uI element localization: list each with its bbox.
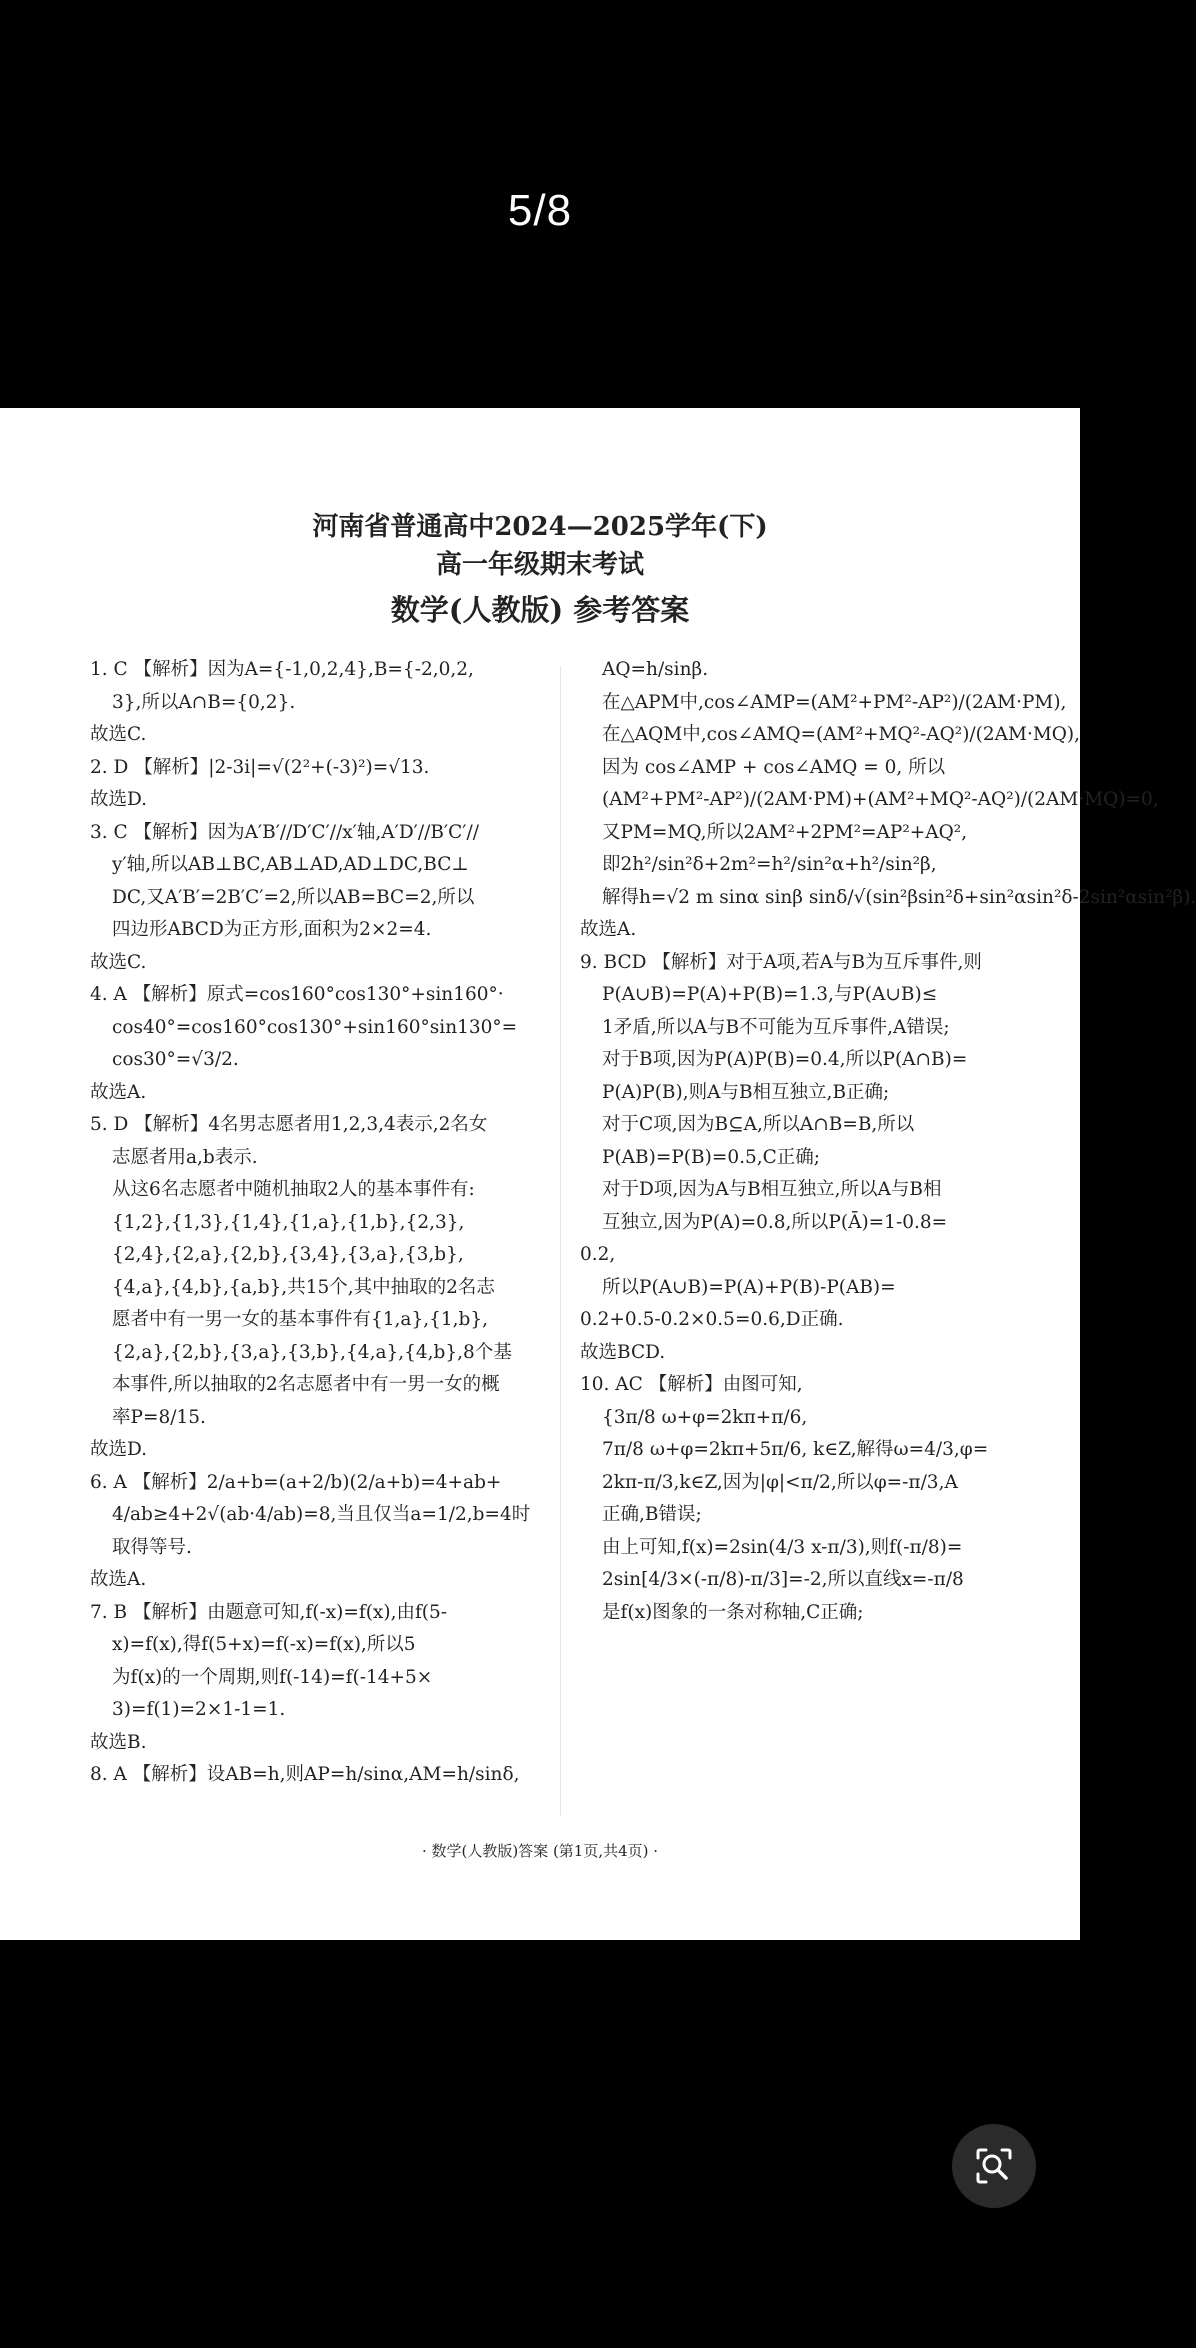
right-text-line: 解得h=√2 m sinα sinβ sinδ/√(sin²βsin²δ+sin²αsin²δ-2sin²αsin²β). [602, 886, 1196, 908]
right-text-line: 对于D项,因为A与B相互独立,所以A与B相 [602, 1179, 942, 1200]
left-text-line: x)=f(x),得f(5+x)=f(-x)=f(x),所以5 [112, 1634, 416, 1655]
left-text-line: 故选B. [90, 1731, 147, 1753]
right-text-line: (AM²+PM²-AP²)/(2AM·PM)+(AM²+MQ²-AQ²)/(2AM·MQ)=0, [602, 789, 1159, 810]
left-text-line: 为f(x)的一个周期,则f(-14)=f(-14+5× [112, 1666, 433, 1688]
left-text-line: 愿者中有一男一女的基本事件有{1,a},{1,b}, [112, 1309, 489, 1330]
right-text-line: 1矛盾,所以A与B不可能为互斥事件,A错误; [602, 1016, 950, 1038]
right-text-line: 是f(x)图象的一条对称轴,C正确; [602, 1601, 864, 1623]
right-text-line: 0.2, [580, 1244, 616, 1265]
doc-title: 河南省普通高中2024—2025学年(下) [312, 512, 768, 542]
image-search-button[interactable] [952, 2124, 1036, 2208]
left-text-line: 3},所以A∩B={0,2}. [112, 691, 296, 713]
left-text-line: 四边形ABCD为正方形,面积为2×2=4. [112, 919, 432, 940]
right-text-line: 由上可知,f(x)=2sin(4/3 x-π/3),则f(-π/8)= [602, 1536, 963, 1558]
page-footer: · 数学(人教版)答案 (第1页,共4页) · [421, 1842, 659, 1860]
column-divider [560, 666, 561, 1816]
left-text-line: 故选A. [90, 1569, 147, 1590]
left-text-line: 5. D 【解析】4名男志愿者用1,2,3,4表示,2名女 [90, 1114, 488, 1135]
right-text-line: 10. AC 【解析】由图可知, [580, 1374, 803, 1395]
right-text-line: {3π/8 ω+φ=2kπ+π/6, [602, 1406, 808, 1428]
left-text-line: cos30°=√3/2. [112, 1049, 239, 1070]
right-text-line: 所以P(A∪B)=P(A)+P(B)-P(AB)= [602, 1276, 896, 1298]
right-text-line: P(A∪B)=P(A)+P(B)=1.3,与P(A∪B)≤ [602, 984, 938, 1005]
right-text-line: 互独立,因为P(A)=0.8,所以P(Ā)=1-0.8= [602, 1211, 948, 1233]
left-text-line: 故选C. [90, 724, 147, 745]
left-column [90, 654, 531, 1792]
right-text-line: 2sin[4/3×(-π/8)-π/3]=-2,所以直线x=-π/8 [602, 1569, 964, 1590]
right-text-line: 在△AQM中,cos∠AMQ=(AM²+MQ²-AQ²)/(2AM·MQ), [602, 724, 1081, 745]
left-text-line: 本事件,所以抽取的2名志愿者中有一男一女的概 [112, 1374, 500, 1395]
right-text-line: 正确,B错误; [602, 1504, 702, 1525]
doc-heading: 数学(人教版) 参考答案 [390, 593, 690, 627]
left-text-line: 4/ab≥4+2√(ab·4/ab)=8,当且仅当a=1/2,b=4时 [112, 1504, 531, 1525]
doc-subtitle: 高一年级期末考试 [435, 550, 644, 580]
right-text-line: 对于C项,因为B⊆A,所以A∩B=B,所以 [602, 1114, 915, 1135]
document-page [0, 408, 1196, 1940]
right-text-line: P(AB)=P(B)=0.5,C正确; [602, 1146, 821, 1168]
left-text-line: 7. B 【解析】由题意可知,f(-x)=f(x),由f(5- [90, 1601, 448, 1623]
left-text-line: 6. A 【解析】2/a+b=(a+2/b)(2/a+b)=4+ab+ [90, 1471, 502, 1493]
left-text-line: 故选C. [90, 951, 147, 973]
left-text-line: 8. A 【解析】设AB=h,则AP=h/sinα,AM=h/sinδ, [90, 1764, 520, 1785]
right-text-line: 又PM=MQ,所以2AM²+2PM²=AP²+AQ², [602, 821, 968, 843]
right-text-line: 故选A. [580, 919, 637, 940]
left-text-line: 3. C 【解析】因为A′B′//D′C′//x′轴,A′D′//B′C′// [90, 821, 479, 843]
left-text-line: 从这6名志愿者中随机抽取2人的基本事件有: [112, 1179, 475, 1200]
left-text-line: cos40°=cos160°cos130°+sin160°sin130°= [112, 1016, 518, 1038]
left-text-line: DC,又A′B′=2B′C′=2,所以AB=BC=2,所以 [112, 886, 475, 908]
right-text-line: AQ=h/sinβ. [602, 659, 709, 680]
right-text-line: 9. BCD 【解析】对于A项,若A与B为互斥事件,则 [580, 951, 982, 973]
right-text-line: 在△APM中,cos∠AMP=(AM²+PM²-AP²)/(2AM·PM), [602, 691, 1067, 713]
left-text-line: y′轴,所以AB⊥BC,AB⊥AD,AD⊥DC,BC⊥ [112, 854, 469, 875]
right-text-line: 0.2+0.5-0.2×0.5=0.6,D正确. [580, 1309, 844, 1330]
left-text-line: {2,4},{2,a},{2,b},{3,4},{3,a},{3,b}, [112, 1244, 464, 1265]
left-text-line: 志愿者用a,b表示. [112, 1146, 258, 1168]
left-text-line: {4,a},{4,b},{a,b},共15个,其中抽取的2名志 [112, 1276, 495, 1298]
right-text-line: 因为 cos∠AMP + cos∠AMQ = 0, 所以 [602, 756, 946, 778]
left-text-line: 取得等号. [112, 1536, 192, 1558]
left-text-line: 率P=8/15. [112, 1406, 206, 1428]
right-text-line: P(A)P(B),则A与B相互独立,B正确; [602, 1081, 890, 1103]
right-text-line: 对于B项,因为P(A)P(B)=0.4,所以P(A∩B)= [602, 1049, 968, 1070]
left-text-line: 1. C 【解析】因为A={-1,0,2,4},B={-2,0,2, [90, 659, 474, 680]
left-text-line: 故选A. [90, 1081, 147, 1103]
left-text-line: 3)=f(1)=2×1-1=1. [112, 1699, 286, 1720]
left-text-line: 故选D. [90, 1439, 148, 1460]
left-text-line: 2. D 【解析】|2-3i|=√(2²+(-3)²)=√13. [90, 756, 430, 778]
right-text-line: 即2h²/sin²δ+2m²=h²/sin²α+h²/sin²β, [602, 854, 937, 875]
left-text-line: {2,a},{2,b},{3,a},{3,b},{4,a},{4,b},8个基 [112, 1341, 512, 1363]
left-text-line: {1,2},{1,3},{1,4},{1,a},{1,b},{2,3}, [112, 1211, 465, 1233]
right-text-line: 2kπ-π/3,k∈Z,因为|φ|<π/2,所以φ=-π/3,A [602, 1471, 958, 1493]
left-text-line: 故选D. [90, 789, 148, 810]
left-text-line: 4. A 【解析】原式=cos160°cos130°+sin160°· [90, 984, 504, 1005]
page-counter: 5/8 [507, 186, 573, 235]
image-search-icon [972, 2144, 1016, 2188]
right-text-line: 7π/8 ω+φ=2kπ+5π/6, k∈Z,解得ω=4/3,φ= [602, 1439, 989, 1460]
right-column [580, 654, 1196, 1629]
right-text-line: 故选BCD. [580, 1341, 666, 1363]
